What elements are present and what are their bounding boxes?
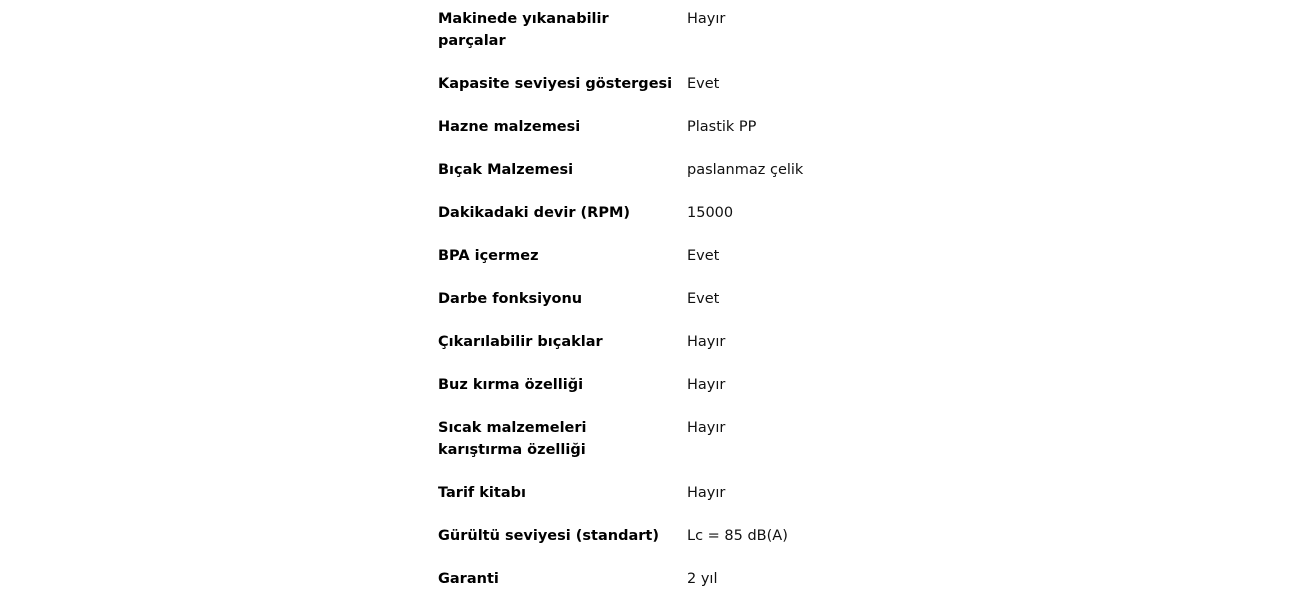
spec-value: Hayır — [687, 11, 726, 27]
spec-label: Bıçak Malzemesi — [438, 162, 574, 178]
spec-label: Buz kırma özelliği — [438, 377, 584, 393]
spec-label: Sıcak malzemeleri karıştırma özelliği — [438, 420, 587, 458]
spec-row-ice-crush — [438, 364, 858, 407]
spec-row-hot-blending — [438, 407, 858, 472]
spec-value: 2 yıl — [687, 571, 718, 587]
spec-row-bpa-free — [438, 235, 858, 278]
spec-label: BPA içermez — [438, 248, 539, 264]
spec-label: Hazne malzemesi — [438, 119, 581, 135]
spec-value: Hayır — [687, 420, 726, 436]
spec-row-jar-material — [438, 106, 858, 149]
spec-value: paslanmaz çelik — [687, 162, 804, 178]
spec-value: Hayır — [687, 485, 726, 501]
spec-row-capacity-indicator — [438, 63, 858, 106]
spec-label: Garanti — [438, 571, 499, 587]
spec-row-machine-washable — [438, 0, 858, 63]
spec-value: 15000 — [687, 205, 734, 221]
spec-value: Evet — [687, 291, 720, 307]
specification-table — [438, 0, 858, 601]
spec-row-removable-blades — [438, 321, 858, 364]
spec-label: Dakikadaki devir (RPM) — [438, 205, 630, 221]
spec-row-warranty — [438, 558, 858, 601]
spec-row-pulse-function — [438, 278, 858, 321]
spec-label: Kapasite seviyesi göstergesi — [438, 76, 673, 92]
spec-row-blade-material — [438, 149, 858, 192]
spec-row-noise-level — [438, 515, 858, 558]
spec-value: Lc = 85 dB(A) — [687, 528, 788, 544]
spec-label: Gürültü seviyesi (standart) — [438, 528, 659, 544]
spec-value: Hayır — [687, 377, 726, 393]
spec-label: Makinede yıkanabilir parçalar — [438, 11, 609, 49]
spec-row-rpm — [438, 192, 858, 235]
spec-value: Evet — [687, 76, 720, 92]
spec-label: Darbe fonksiyonu — [438, 291, 583, 307]
spec-value: Hayır — [687, 334, 726, 350]
spec-label: Tarif kitabı — [438, 485, 526, 501]
spec-label: Çıkarılabilir bıçaklar — [438, 334, 603, 350]
spec-value: Evet — [687, 248, 720, 264]
spec-row-recipe-book — [438, 472, 858, 515]
spec-value: Plastik PP — [687, 119, 757, 135]
